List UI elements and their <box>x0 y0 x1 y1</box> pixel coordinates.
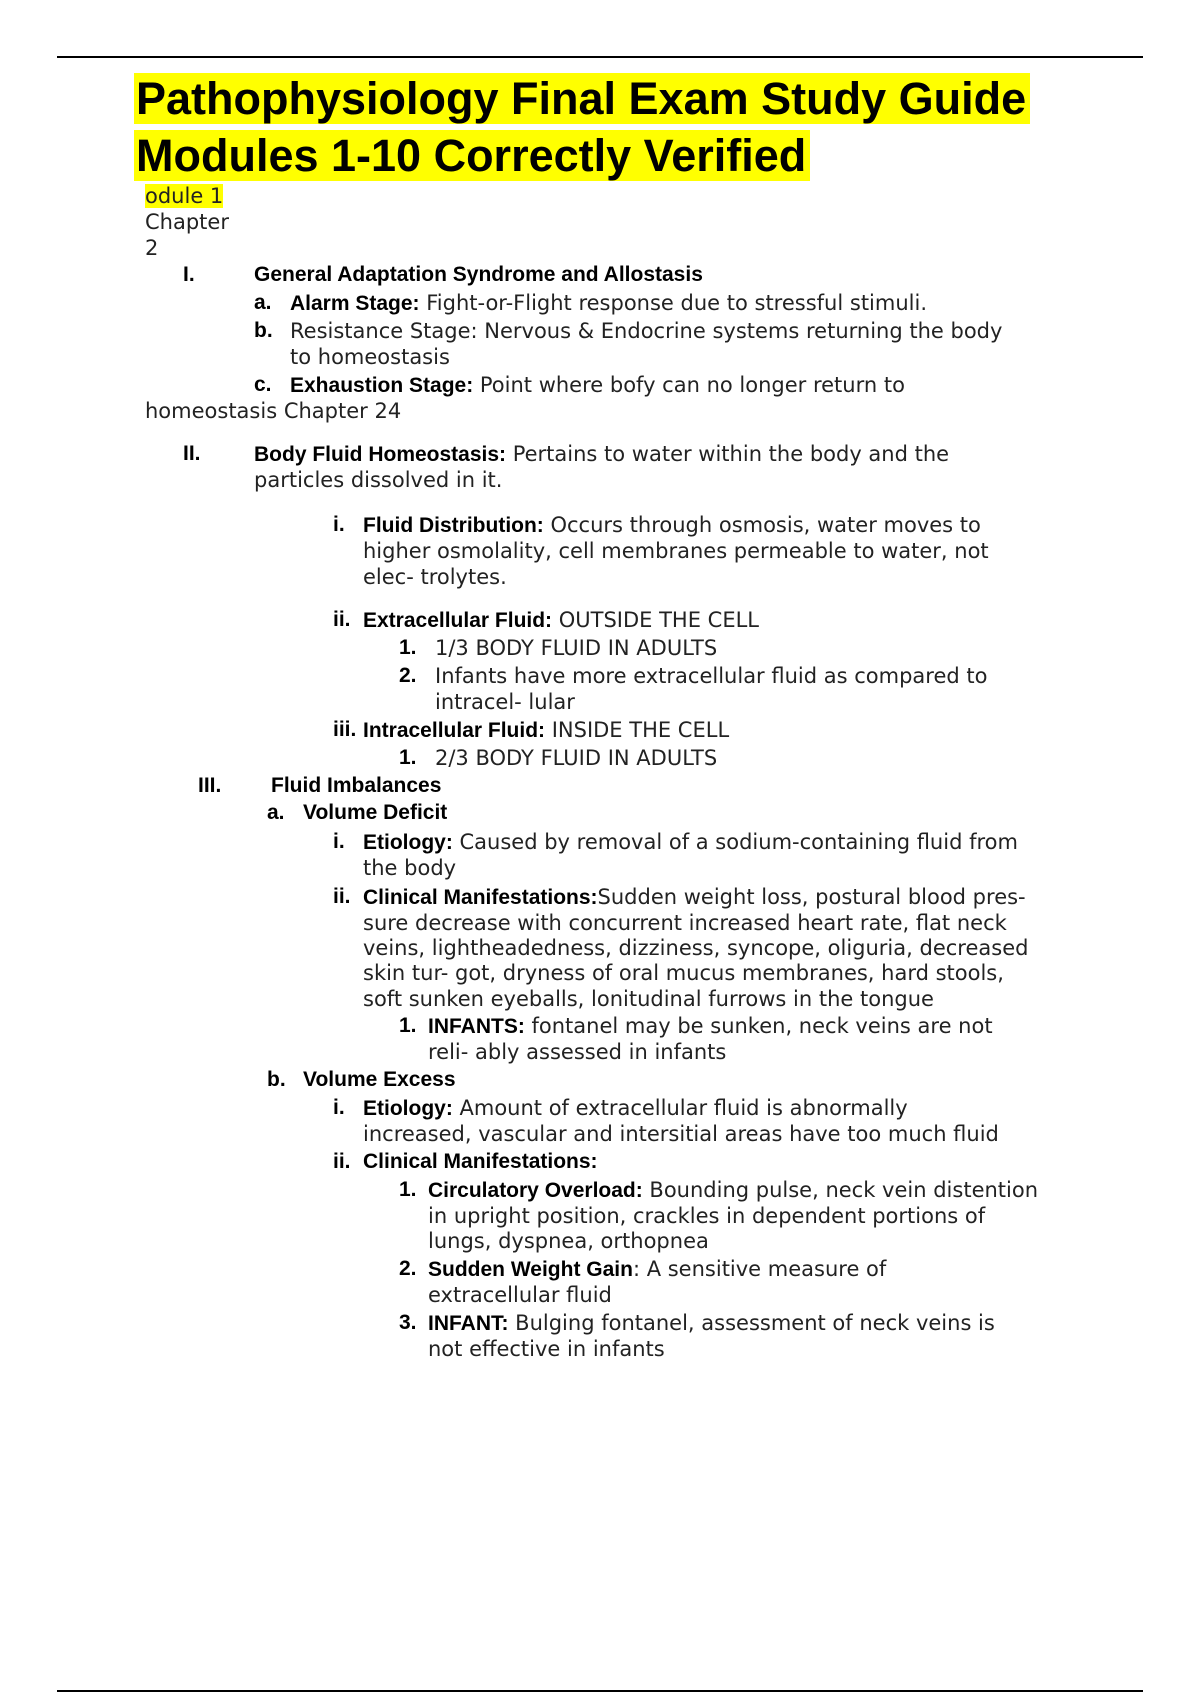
s3-a-i-item: Etiology: Caused by removal of a sodium-containing fluid from <box>363 830 1018 854</box>
s2-ii-2-line-1: Infants have more extracellular fluid as compared to <box>435 664 988 688</box>
s2-i-line-2: higher osmolality, cell membranes permeable to water, not <box>363 539 989 563</box>
s2-ii-1-text: 1/3 BODY FLUID IN ADULTS <box>435 636 718 660</box>
s3-b-ii-1-item: Circulatory Overload: Bounding pulse, neck vein distention <box>428 1178 1039 1202</box>
top-rule <box>57 56 1143 58</box>
s1-b-marker: b. <box>254 319 273 342</box>
section-2-heading: Body Fluid Homeostasis: Pertains to water within the body and the <box>254 442 950 466</box>
s3-a-marker: a. <box>267 801 285 824</box>
bottom-rule <box>57 1690 1143 1692</box>
s3-b-ii-1-line-2: in upright position, crackles in dependent portions of <box>428 1204 986 1228</box>
s3-b-ii-2-item: Sudden Weight Gain: A sensitive measure of <box>428 1257 887 1281</box>
module-label: odule 1 <box>145 184 224 208</box>
section-3-marker: III. <box>198 774 222 797</box>
s2-iii-1-marker: 1. <box>399 746 417 769</box>
section-1-heading: General Adaptation Syndrome and Allostasis <box>254 263 703 286</box>
chapter-label: Chapter <box>145 210 229 234</box>
s3-b-ii-1-marker: 1. <box>399 1178 417 1201</box>
s3-b-ii-3-marker: 3. <box>399 1311 417 1334</box>
s2-i-line-3: elec- trolytes. <box>363 565 507 589</box>
s1-b-line-1: Resistance Stage: Nervous & Endocrine systems returning the body <box>290 319 1003 343</box>
s3-b-i-item: Etiology: Amount of extracellular fluid is abnormally <box>363 1096 908 1120</box>
s3-a-i-marker: i. <box>333 830 345 853</box>
s2-iii-1-text: 2/3 BODY FLUID IN ADULTS <box>435 746 718 770</box>
s3-a-ii-line-2: sure decrease with concurrent increased heart rate, flat neck <box>363 911 1007 935</box>
s3-b-ii-2-marker: 2. <box>399 1257 417 1280</box>
s3-b-ii-3-item: INFANT: Bulging fontanel, assessment of neck veins is <box>428 1311 995 1335</box>
s3-b-ii-1-line-3: lungs, dyspnea, orthopnea <box>428 1229 709 1253</box>
s1-a-marker: a. <box>254 291 272 314</box>
s3-a-ii-1-marker: 1. <box>399 1014 417 1037</box>
s3-a-heading: Volume Deficit <box>303 801 448 824</box>
s2-ii-1-marker: 1. <box>399 636 417 659</box>
s2-iii-marker: iii. <box>333 718 357 741</box>
s3-a-ii-line-4: skin tur- got, dryness of oral mucus membranes, hard stools, <box>363 961 1004 985</box>
s3-b-ii-3-line-2: not effective in infants <box>428 1337 665 1361</box>
s3-b-i-line-2: increased, vascular and intersitial areas have too much fluid <box>363 1122 999 1146</box>
s3-b-ii-heading: Clinical Manifestations: <box>363 1150 598 1173</box>
s3-a-ii-item: Clinical Manifestations:Sudden weight loss, postural blood pres- <box>363 885 1026 909</box>
section-3-heading: Fluid Imbalances <box>271 774 442 797</box>
s1-b-line-2: to homeostasis <box>290 345 450 369</box>
s3-b-heading: Volume Excess <box>303 1068 456 1091</box>
s2-i-marker: i. <box>333 513 345 536</box>
s3-b-ii-marker: ii. <box>333 1150 351 1173</box>
section-1-marker: I. <box>183 263 195 286</box>
s1-c-item: Exhaustion Stage: Point where bofy can no longer return to <box>290 373 905 397</box>
s1-a-item: Alarm Stage: Fight-or-Flight response due to stressful stimuli. <box>290 291 927 315</box>
chapter-number: 2 <box>145 236 159 260</box>
s2-iii-item: Intracellular Fluid: INSIDE THE CELL <box>363 718 730 742</box>
s1-c-marker: c. <box>254 373 272 396</box>
s2-i-item: Fluid Distribution: Occurs through osmosis, water moves to <box>363 513 981 537</box>
s3-a-ii-1-item: INFANTS: fontanel may be sunken, neck veins are not <box>428 1014 993 1038</box>
s2-ii-marker: ii. <box>333 608 351 631</box>
s3-a-i-line-2: the body <box>363 856 457 880</box>
title-line-1: Pathophysiology Final Exam Study Guide <box>134 73 1030 124</box>
title-line-2: Modules 1-10 Correctly Verified <box>134 130 810 181</box>
s3-b-i-marker: i. <box>333 1096 345 1119</box>
s3-a-ii-line-5: soft sunken eyeballs, lonitudinal furrows in the tongue <box>363 987 934 1011</box>
s2-ii-2-marker: 2. <box>399 664 417 687</box>
s3-a-ii-marker: ii. <box>333 885 351 908</box>
s3-a-ii-line-3: veins, lightheadedness, dizziness, syncope, oliguria, decreased <box>363 936 1029 960</box>
s3-a-ii-1-line-2: reli- ably assessed in infants <box>428 1040 727 1064</box>
s3-b-ii-2-line-2: extracellular fluid <box>428 1283 612 1307</box>
s2-ii-item: Extracellular Fluid: OUTSIDE THE CELL <box>363 608 759 632</box>
s2-ii-2-line-2: intracel- lular <box>435 690 575 714</box>
section-2-marker: II. <box>183 442 201 465</box>
document-title <box>134 70 1030 184</box>
s1-c-line-2: homeostasis Chapter 24 <box>145 399 402 423</box>
section-2-line-2: particles dissolved in it. <box>254 468 503 492</box>
s3-b-marker: b. <box>267 1068 286 1091</box>
